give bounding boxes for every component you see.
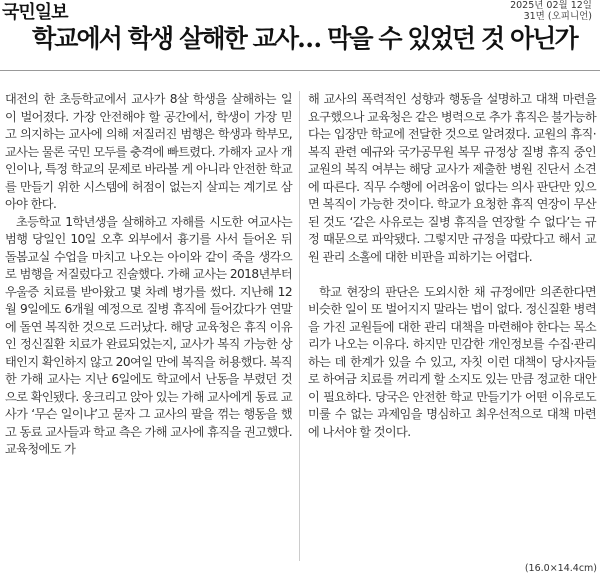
article-column-right [308,91,596,441]
column-divider [299,91,300,561]
paragraph: 학교 현장의 판단은 도외시한 채 규정에만 의존한다면 비슷한 일이 또 벌어지지 말라는 법이 없다. 정신질환 병력을 가진 교원들에 대한 관리 대책을 마련해야 한다는 목소리가 나오는 이유다. 하지만 민감한 개인정보를 수집·관리하는 데 한계가 있을 수 있고, 자칫 이런 대책이 당사자들로 하여금 치료를 꺼리게 할 소지도 있는 만큼 정교한 대안이 필요하다. 당국은 안전한 학교 만들기가 어떤 이유로도 미룰 수 없는 과제임을 명심하고 최우선적으로 대책 마련에 나서야 할 것이다. [308,284,596,439]
publication-date: 2025년 02월 12일 [510,0,592,11]
paragraph: 대전의 한 초등학교에서 교사가 8살 학생을 살해하는 일이 벌어졌다. 가장 안전해야 할 공간에서, 학생이 가장 믿고 의지하는 교사에 의해 저질러진 범행은 학생과 학부모, 교사는 물론 국민 모두를 충격에 빠트렸다. 가해자 교사 개인이나, 특정 학교의 문제로 바라볼 게 아니라 안전한 학교를 만들기 위한 시스템에 허점이 없는지 살피는 계기로 삼아야 한다. [5,92,292,211]
paragraph: 해 교사의 폭력적인 성향과 행동을 설명하고 대책 마련을 요구했으나 교육청은 같은 병력으로 추가 휴직은 불가능하다는 입장만 학교에 전달한 것으로 알려졌다. 교원의 휴직·복직 관련 예규와 국가공무원 복무 규정상 질병 휴직 중인 교원의 복직 여부는 해당 교사가 제출한 병원 진단서 소견에 따른다. 직무 수행에 어려움이 없다는 의사 판단만 있으면 복직이 가능한 것이다. 학교가 요청한 휴직 연장이 무산된 것도 ‘같은 사유로는 질병 휴직을 연장할 수 없다’는 규정 때문으로 파악됐다. 그렇지만 규정을 따랐다고 해서 교원 관리 소홀에 대한 비판을 피하기는 어렵다. [308,92,596,264]
page-section: 31면 (오피니언) [523,11,592,22]
article-size-note: (16.0×14.4cm) [524,563,597,574]
masthead [0,0,600,56]
headline-rule [0,70,600,71]
article-headline: 학교에서 학생 살해한 교사… 막을 수 있었던 것 아닌가 [32,24,577,53]
article-column-left [5,91,292,459]
paragraph: 초등학교 1학년생을 살해하고 자해를 시도한 여교사는 범행 당일인 10일 오후 외부에서 흉기를 사서 들어온 뒤 돌봄교실 수업을 마치고 나오는 아이와 같이 죽을 생각으로 범행을 저질렀다고 진술했다. 가해 교사는 2018년부터 우울증 치료를 받아왔고 몇 차례 병가를 썼다. 지난해 12월 9일에도 6개월 예정으로 질병 휴직에 들어갔다가 연말에 돌연 복직한 것으로 드러났다. 해당 교육청은 휴직 이유인 정신질환 치료가 완료되었는지, 교사가 복직 가능한 상태인지 확인하지 않고 20여일 만에 복직을 허용했다. 복직한 가해 교사는 지난 6일에도 학교에서 난동을 부렸던 것으로 확인됐다. 웅크리고 앉아 있는 가해 교사에게 동료 교사가 ‘무슨 일이냐’고 묻자 그 교사의 팔을 꺾는 행동을 했고 동료 교사들과 학교 측은 가해 교사에 휴직을 권고했다. 교육청에도 가 [5,214,292,456]
newspaper-logo: 국민일보 [2,2,68,23]
